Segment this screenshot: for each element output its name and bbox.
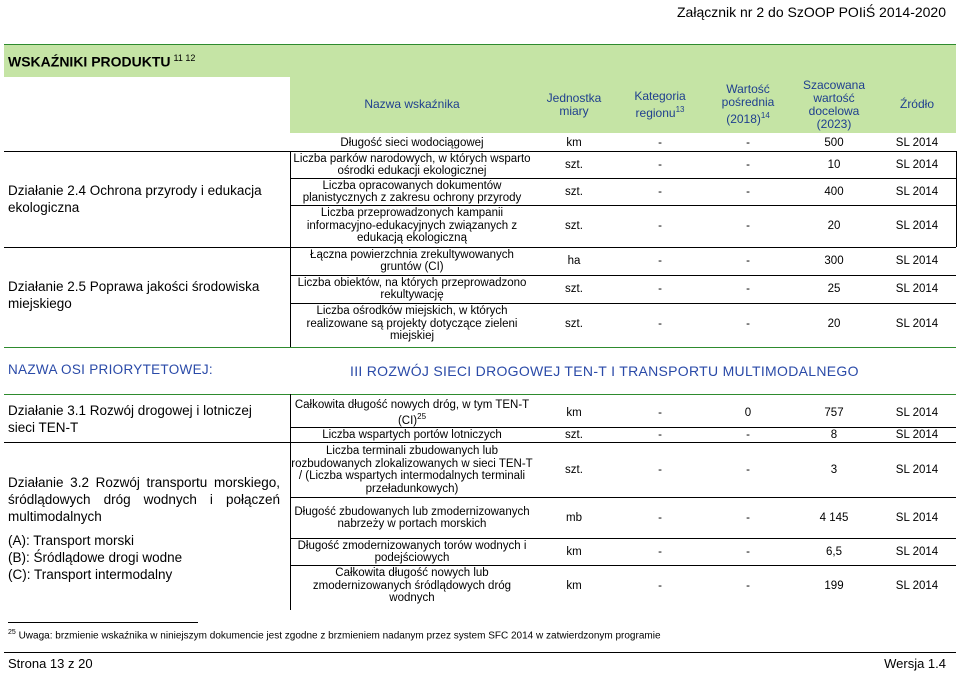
- row-b2-target: 3: [830, 464, 838, 476]
- grid-line: [290, 565, 956, 566]
- grid-line: [290, 427, 956, 428]
- grid-line: [290, 538, 956, 539]
- row-b4-mid: -: [746, 546, 750, 558]
- row-b0-name: [290, 399, 534, 427]
- page-number: Strona 13 z 20: [8, 656, 93, 671]
- row-a4-cat: -: [658, 255, 662, 267]
- footnote-text: Uwaga: brzmienie wskaźnika w niniejszym dokumencie jest zgodne z brzmieniem nadanym przez system SFC 2014 w zatwierdzonym programie: [18, 630, 661, 642]
- action-2-4: Działanie 2.4 Ochrona przyrody i edukacja ekologiczna: [8, 183, 262, 215]
- row-a2-name: Liczba opracowanych dokumentów planistycznych z zakresu ochrony przyrody: [302, 179, 522, 204]
- row-a3-mid: -: [746, 220, 750, 232]
- header-source: Źródło: [899, 97, 934, 111]
- row-a3-unit: szt.: [565, 220, 583, 232]
- row-b0-cat: -: [658, 407, 662, 419]
- grid-line: [290, 497, 956, 498]
- row-b0-name-text: Całkowita długość nowych dróg, w tym TEN-T (CI): [294, 398, 530, 427]
- row-b2-mid: -: [746, 464, 750, 476]
- row-b0-unit: km: [566, 407, 582, 419]
- header-category-ref: 13: [675, 104, 685, 114]
- row-b5-cat: -: [658, 580, 662, 592]
- grid-line: [4, 151, 956, 152]
- row-a6-target: 20: [827, 318, 841, 330]
- row-b1-name: Liczba wspartych portów lotniczych: [322, 428, 502, 441]
- row-a2-cat: -: [658, 186, 662, 198]
- row-b0-target: 757: [824, 407, 844, 419]
- row-a6-unit: szt.: [565, 318, 583, 330]
- grid-line: [290, 275, 956, 276]
- legend-item: (C): Transport intermodalny: [8, 567, 173, 582]
- row-a4-source: SL 2014: [895, 255, 939, 267]
- grid-line: [4, 247, 956, 248]
- row-a4-target: 300: [824, 255, 844, 267]
- row-a0-mid: -: [746, 137, 750, 149]
- row-b4-unit: km: [566, 546, 582, 558]
- row-b3-name: Długość zbudowanych lub zmodernizowanych nabrzeży w portach morskich: [294, 505, 530, 530]
- row-b1-source: SL 2014: [895, 429, 939, 441]
- row-b3-source: SL 2014: [895, 512, 939, 524]
- row-a5-mid: -: [746, 283, 750, 295]
- row-a3-source: SL 2014: [895, 220, 939, 232]
- row-b1-mid: -: [746, 429, 750, 441]
- row-b0-ref: 25: [417, 412, 427, 422]
- row-a1-cat: -: [658, 159, 662, 171]
- row-a6-cat: -: [658, 318, 662, 330]
- action-2-5: Działanie 2.5 Poprawa jakości środowiska miejskiego: [8, 279, 260, 311]
- header-baseline-ref: 14: [760, 111, 770, 120]
- row-a4-name: Łączna powierzchnia zrekultywowanych gruntów (CI): [310, 248, 514, 273]
- row-b5-name: Całkowita długość nowych lub zmodernizowanych śródlądowych dróg wodnych: [312, 567, 512, 605]
- axis-name: III ROZWÓJ SIECI DROGOWEJ TEN-T I TRANSPORTU MULTIMODALNEGO: [350, 363, 859, 379]
- header-name: Nazwa wskaźnika: [364, 97, 460, 111]
- row-b2-unit: szt.: [565, 464, 583, 476]
- row-a1-name: Liczba parków narodowych, w których wsparto ośrodki edukacji ekologicznej: [293, 152, 531, 177]
- row-a1-target: 10: [827, 159, 841, 171]
- row-a2-target: 400: [824, 186, 844, 198]
- row-a1-mid: -: [746, 159, 750, 171]
- row-b5-source: SL 2014: [895, 580, 939, 592]
- grid-line: [290, 303, 956, 304]
- row-b3-mid: -: [746, 512, 750, 524]
- section-separator: [4, 394, 956, 395]
- row-b3-unit: mb: [566, 512, 582, 524]
- row-b3-cat: -: [658, 512, 662, 524]
- header-category-text: Kategoria regionu: [634, 88, 686, 120]
- footnote: [8, 629, 661, 641]
- row-b4-source: SL 2014: [895, 546, 939, 558]
- footer-separator: [4, 652, 956, 653]
- section-separator: [4, 347, 956, 348]
- row-a0-cat: -: [658, 137, 662, 149]
- row-b0-source: SL 2014: [895, 407, 939, 419]
- grid-line: [290, 178, 956, 179]
- section-refs: 11 12: [173, 53, 196, 63]
- row-a2-unit: szt.: [565, 186, 583, 198]
- footnote-separator: [8, 622, 198, 623]
- legend-item: (A): Transport morski: [8, 533, 135, 548]
- row-a0-unit: km: [566, 137, 582, 149]
- row-a1-source: SL 2014: [895, 159, 939, 171]
- row-b4-target: 6,5: [826, 546, 842, 558]
- axis-label: NAZWA OSI PRIORYTETOWEJ:: [8, 362, 213, 377]
- row-a0-target: 500: [824, 137, 844, 149]
- row-a5-cat: -: [658, 283, 662, 295]
- section-title-text: WSKAŹNIKI PRODUKTU: [8, 53, 171, 70]
- row-b5-mid: -: [746, 580, 750, 592]
- grid-line: [290, 151, 291, 347]
- header-baseline: [706, 76, 790, 133]
- page-header: Załącznik nr 2 do SzOOP POIiŚ 2014-2020: [677, 4, 946, 20]
- row-b1-target: 8: [830, 429, 838, 441]
- row-a1-unit: szt.: [565, 159, 583, 171]
- row-b5-unit: km: [566, 580, 582, 592]
- row-a4-mid: -: [746, 255, 750, 267]
- row-a6-source: SL 2014: [895, 318, 939, 330]
- grid-line: [290, 394, 291, 610]
- grid-line: [290, 205, 956, 206]
- row-b5-target: 199: [824, 580, 844, 592]
- row-a5-name: Liczba obiektów, na których przeprowadzono rekultywację: [297, 276, 527, 301]
- row-a0-source: SL 2014: [895, 137, 939, 149]
- row-b3-target: 4 145: [819, 512, 849, 524]
- action-3-1: Działanie 3.1 Rozwój drogowej i lotniczej sieci TEN-T: [8, 403, 252, 435]
- row-a2-mid: -: [746, 186, 750, 198]
- grid-line: [4, 442, 956, 443]
- version: Wersja 1.4: [884, 656, 946, 671]
- row-a3-cat: -: [658, 220, 662, 232]
- row-a0-name: Długość sieci wodociągowej: [340, 136, 484, 149]
- row-a5-source: SL 2014: [895, 283, 939, 295]
- header-baseline-text: Wartość pośrednia (2018): [721, 82, 775, 126]
- row-a2-source: SL 2014: [895, 186, 939, 198]
- row-a3-target: 20: [827, 220, 841, 232]
- section-title: [8, 53, 195, 70]
- legend-item: (B): Śródlądowe drogi wodne: [8, 550, 183, 565]
- row-b4-cat: -: [658, 546, 662, 558]
- footnote-num: 25: [8, 629, 16, 636]
- row-a6-name: Liczba ośrodków miejskich, w których realizowane są projekty dotyczące zieleni miejskiej: [306, 305, 518, 343]
- legend-list: [8, 532, 280, 583]
- row-a5-unit: szt.: [565, 283, 583, 295]
- row-b0-mid: 0: [744, 407, 752, 419]
- row-b4-name: Długość zmodernizowanych torów wodnych i podejściowych: [297, 539, 527, 564]
- row-a6-mid: -: [746, 318, 750, 330]
- row-b1-cat: -: [658, 429, 662, 441]
- header-unit: Jednostka miary: [546, 90, 602, 118]
- row-b2-source: SL 2014: [895, 464, 939, 476]
- row-b2-name: Liczba terminali zbudowanych lub rozbudowanych zlokalizowanych w sieci TEN-T / (Liczba wspartych intermodalnych terminali przeładunkowych): [291, 445, 533, 495]
- row-b2-cat: -: [658, 464, 662, 476]
- row-a4-unit: ha: [567, 255, 581, 267]
- header-target: Szacowana wartość docelowa (2023): [802, 77, 866, 131]
- row-a3-name: Liczba przeprowadzonych kampanii informacyjno-edukacyjnych związanych z edukacją ekologiczną: [306, 207, 518, 245]
- row-b1-unit: szt.: [565, 429, 583, 441]
- row-a5-target: 25: [827, 283, 841, 295]
- header-category: [614, 76, 706, 133]
- grid-line: [956, 151, 957, 247]
- action-3-2: Działanie 3.2 Rozwój transportu morskiego, śródlądowych dróg wodnych i połączeń multimodalnych: [8, 475, 280, 524]
